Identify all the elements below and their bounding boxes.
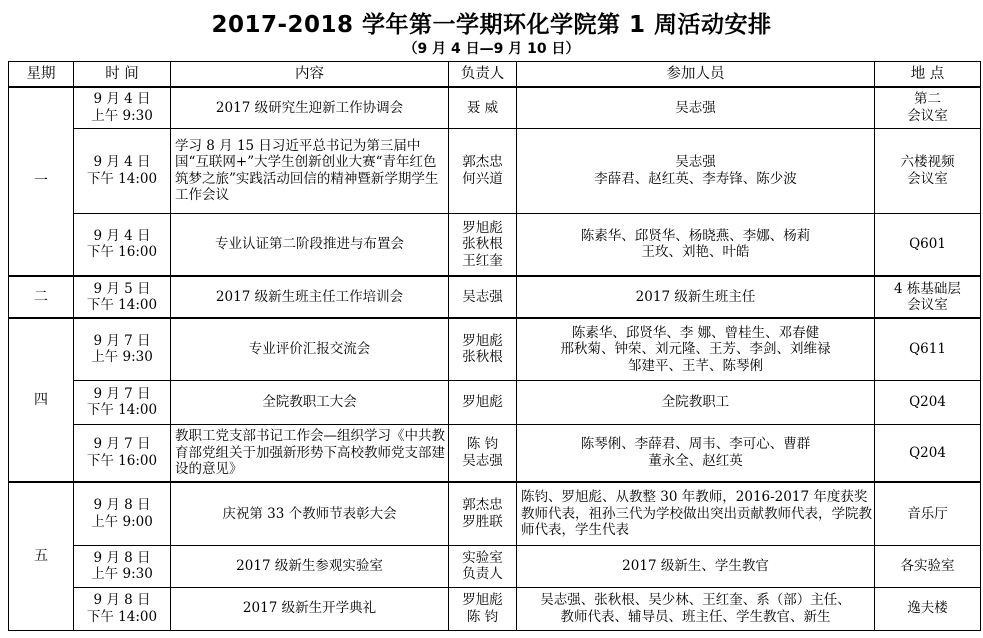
header-weekday: 星期 [9,62,74,88]
location-cell: 4 栋基础层 会议室 [875,276,981,318]
weekday-cell: 五 [9,482,74,630]
table-row [9,128,981,213]
table-row [9,545,981,587]
leader-cell: 罗旭彪 陈 钧 [449,587,517,630]
schedule-table [8,61,981,631]
content-cell: 2017 级研究生迎新工作协调会 [171,87,449,128]
leader-cell: 聂 威 [449,87,517,128]
content-cell: 2017 级新生班主任工作培训会 [171,276,449,318]
participants-cell: 2017 级新生班主任 [517,276,875,318]
leader-cell: 罗旭彪 [449,380,517,424]
header-participants: 参加人员 [517,62,875,88]
location-cell: Q204 [875,424,981,482]
leader-cell: 罗旭彪 张秋根 [449,318,517,380]
header-leader: 负责人 [449,62,517,88]
content-cell: 学习 8 月 15 日习近平总书记为第三届中国“互联网+”大学生创新创业大赛“青年红色筑梦之旅”实践活动回信的精神暨新学期学生工作会议 [171,128,449,213]
leader-cell: 郭杰忠 何兴道 [449,128,517,213]
location-cell: 第二 会议室 [875,87,981,128]
leader-cell: 郭杰忠 罗胜联 [449,482,517,545]
participants-cell: 全院教职工 [517,380,875,424]
content-cell: 专业评价汇报交流会 [171,318,449,380]
table-row [9,213,981,276]
time-cell: 9 月 8 日 上午 9:00 [74,482,171,545]
weekday-cell: 一 [9,87,74,276]
table-header-row [9,62,981,88]
leader-cell: 实验室 负责人 [449,545,517,587]
time-cell: 9 月 5 日 下午 14:00 [74,276,171,318]
participants-cell: 陈素华、邱贤华、杨晓燕、李娜、杨莉 王玫、刘艳、叶皓 [517,213,875,276]
content-cell: 教职工党支部书记工作会—组织学习《中共教育部党组关于加强新形势下高校教师党支部建设的意见》 [171,424,449,482]
weekday-cell: 二 [9,276,74,318]
time-cell: 9 月 8 日 上午 9:30 [74,545,171,587]
location-cell: Q204 [875,380,981,424]
location-cell: Q601 [875,213,981,276]
location-cell: Q611 [875,318,981,380]
participants-cell: 吴志强 [517,87,875,128]
location-cell: 音乐厅 [875,482,981,545]
time-cell: 9 月 4 日 上午 9:30 [74,87,171,128]
participants-cell: 吴志强 李薛君、赵红英、李寿锋、陈少波 [517,128,875,213]
table-row [9,424,981,482]
time-cell: 9 月 7 日 下午 16:00 [74,424,171,482]
time-cell: 9 月 7 日 上午 9:30 [74,318,171,380]
content-cell: 庆祝第 33 个教师节表彰大会 [171,482,449,545]
leader-cell: 吴志强 [449,276,517,318]
date-range-subtitle: （9 月 4 日—9 月 10 日） [403,41,580,57]
weekday-cell: 四 [9,318,74,482]
leader-cell: 陈 钧 吴志强 [449,424,517,482]
header-content: 内容 [171,62,449,88]
participants-cell: 2017 级新生、学生教官 [517,545,875,587]
page-title: 2017-2018 学年第一学期环化学院第 1 周活动安排 [211,12,772,38]
content-cell: 专业认证第二阶段推进与布置会 [171,213,449,276]
location-cell: 逸夫楼 [875,587,981,630]
location-cell: 六楼视频 会议室 [875,128,981,213]
time-cell: 9 月 4 日 下午 16:00 [74,213,171,276]
location-cell: 各实验室 [875,545,981,587]
participants-cell: 陈钧、罗旭彪、从教整 30 年教师，2016-2017 年度获奖教师代表，祖孙三代为学校做出突出贡献教师代表，学院教师代表，学生代表 [517,482,875,545]
time-cell: 9 月 4 日 下午 14:00 [74,128,171,213]
leader-cell: 罗旭彪 张秋根 王红奎 [449,213,517,276]
participants-cell: 陈素华、邱贤华、李 娜、曾桂生、邓春健 邢秋菊、钟荣、刘元隆、王芳、李剑、刘维禄 邹建平、王芊、陈琴俐 [517,318,875,380]
content-cell: 2017 级新生参观实验室 [171,545,449,587]
content-cell: 2017 级新生开学典礼 [171,587,449,630]
table-row [9,482,981,545]
header-location: 地 点 [875,62,981,88]
table-row [9,380,981,424]
time-cell: 9 月 8 日 下午 14:00 [74,587,171,630]
table-row [9,587,981,630]
content-cell: 全院教职工大会 [171,380,449,424]
participants-cell: 吴志强、张秋根、吴少林、王红奎、系（部）主任、 教师代表、辅导员、班主任、学生教官、新生 [517,587,875,630]
header-time: 时 间 [74,62,171,88]
table-row [9,276,981,318]
table-row [9,318,981,380]
table-row [9,87,981,128]
time-cell: 9 月 7 日 下午 14:00 [74,380,171,424]
participants-cell: 陈琴俐、李薛君、周韦、李可心、曹群 董永全、赵红英 [517,424,875,482]
